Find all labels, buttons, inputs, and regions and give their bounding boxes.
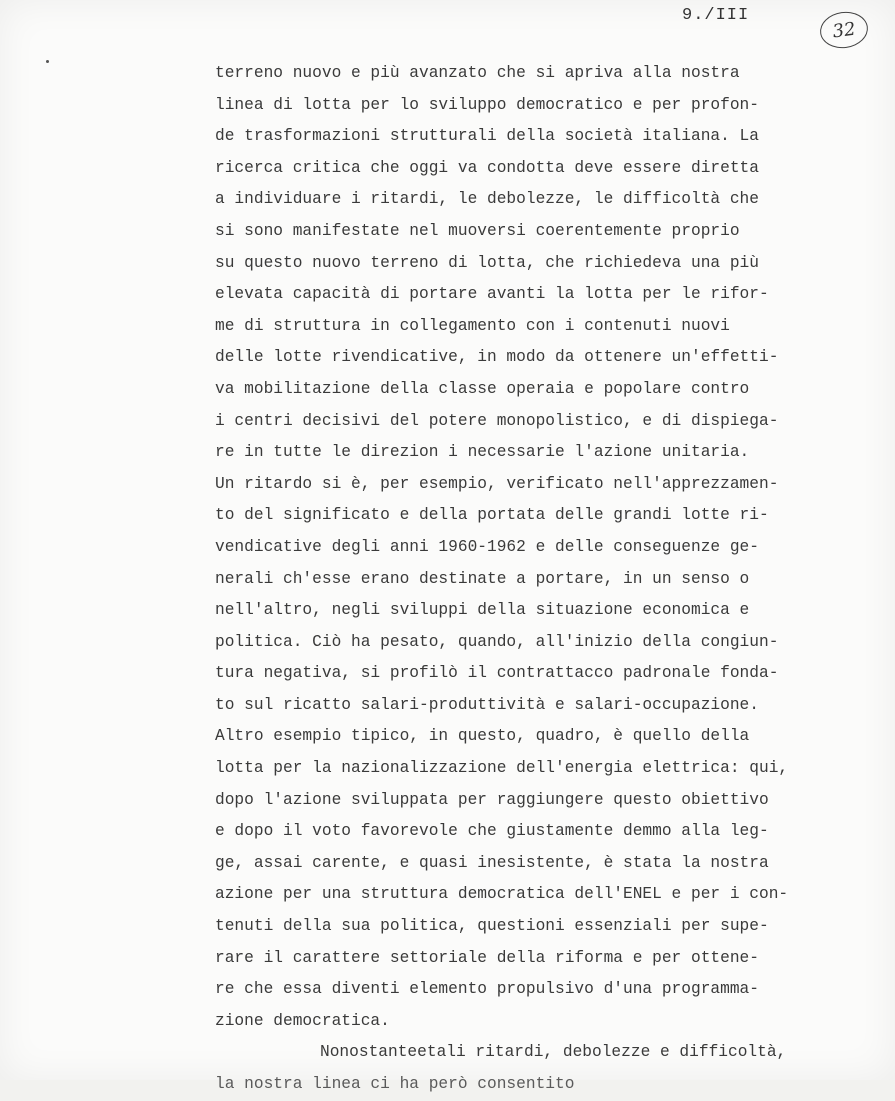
text-line: va mobilitazione della classe operaia e popolare contro: [215, 379, 750, 398]
text-line: e dopo il voto favorevole che giustamente demmo alla leg-: [215, 822, 769, 841]
text-line: to del significato e della portata delle grandi lotte ri-: [215, 506, 769, 525]
text-line: re in tutte le direzion i necessarie l'azione unitaria.: [215, 443, 750, 462]
paragraph-start-line: Nonostanteetali ritardi, debolezze e difficoltà,: [320, 1043, 787, 1062]
page-number: 9./III: [682, 6, 750, 25]
text-line: elevata capacità di portare avanti la lotta per le rifor-: [215, 285, 769, 304]
text-line: ricerca critica che oggi va condotta deve essere diretta: [215, 158, 759, 177]
text-line: i centri decisivi del potere monopolistico, e di dispiega-: [215, 411, 779, 430]
archive-number: 32: [831, 18, 857, 42]
text-line: la nostra linea ci ha però consentito: [215, 1075, 575, 1093]
archive-number-stamp: [818, 9, 871, 51]
text-line: tenuti della sua politica, questioni essenziali per supe-: [215, 917, 769, 936]
text-line: Un ritardo si è, per esempio, verificato nell'apprezzamen-: [215, 474, 779, 493]
text-line: de trasformazioni strutturali della società italiana. La: [215, 127, 759, 146]
text-line: linea di lotta per lo sviluppo democratico e per profon-: [215, 95, 759, 114]
text-line: re che essa diventi elemento propulsivo d'una programma-: [215, 980, 759, 999]
text-line: ge, assai carente, e quasi inesistente, è stata la nostra: [215, 853, 769, 872]
text-line: dopo l'azione sviluppata per raggiungere questo obiettivo: [215, 790, 769, 809]
typed-body-text: [215, 58, 855, 1101]
text-line: a individuare i ritardi, le debolezze, le difficoltà che: [215, 190, 759, 209]
text-line: politica. Ciò ha pesato, quando, all'inizio della congiun-: [215, 632, 779, 651]
text-line: delle lotte rivendicative, in modo da ottenere un'effetti-: [215, 348, 779, 367]
text-line: su questo nuovo terreno di lotta, che richiedeva una più: [215, 253, 759, 272]
text-line: vendicative degli anni 1960-1962 e delle conseguenze ge-: [215, 537, 759, 556]
text-line: nell'altro, negli sviluppi della situazione economica e: [215, 601, 750, 620]
text-line: nerali ch'esse erano destinate a portare, in un senso o: [215, 569, 750, 588]
text-line: rare il carattere settoriale della riforma e per ottene-: [215, 948, 759, 967]
text-line: si sono manifestate nel muoversi coerentemente proprio: [215, 221, 740, 240]
text-line: tura negativa, si profilò il contrattacco padronale fonda-: [215, 664, 779, 683]
stray-mark: [46, 60, 49, 63]
text-line: azione per una struttura democratica dell'ENEL e per i con-: [215, 885, 789, 904]
text-line: me di struttura in collegamento con i contenuti nuovi: [215, 316, 730, 335]
text-line: to sul ricatto salari-produttività e salari-occupazione.: [215, 695, 759, 714]
text-line: Altro esempio tipico, in questo, quadro, è quello della: [215, 727, 750, 746]
text-line: terreno nuovo e più avanzato che si apriva alla nostra: [215, 64, 740, 82]
text-line: zione democratica.: [215, 1011, 390, 1030]
text-line: lotta per la nazionalizzazione dell'energia elettrica: qui,: [215, 759, 789, 778]
